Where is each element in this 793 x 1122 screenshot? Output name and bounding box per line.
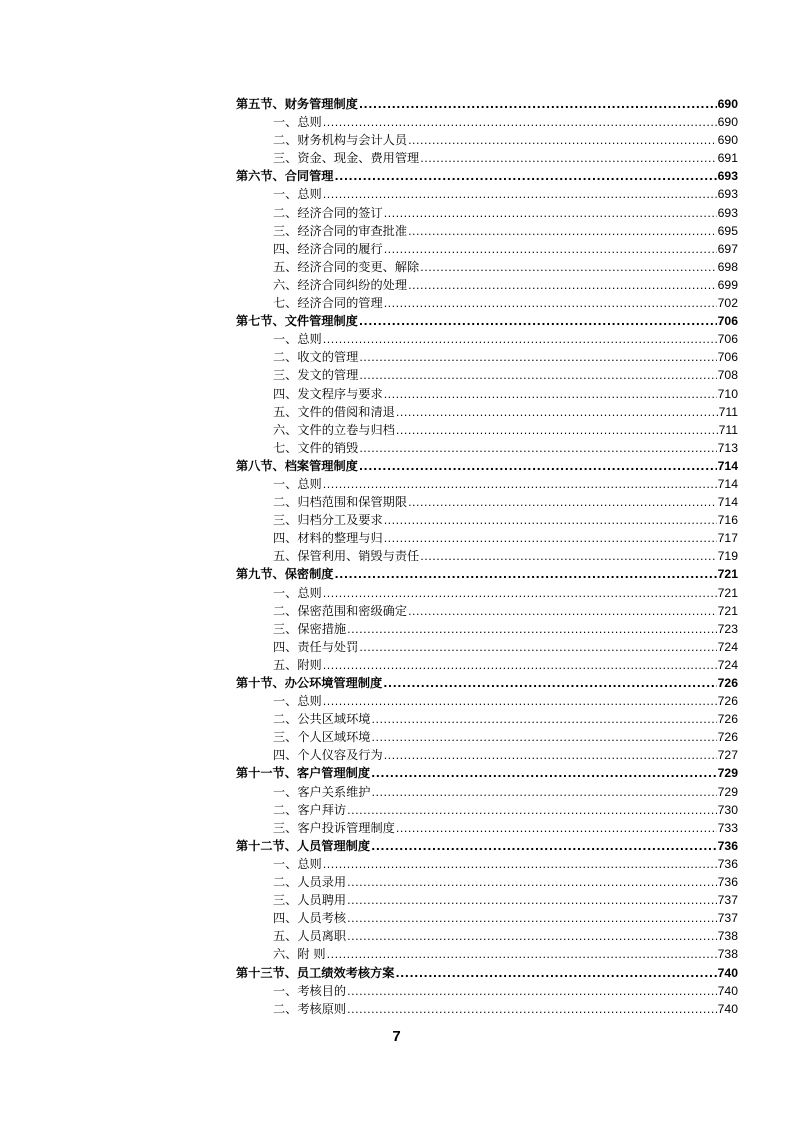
toc-item-entry[interactable] [236, 891, 738, 909]
toc-entry-page: 693 [717, 187, 738, 202]
toc-entry-page: 699 [717, 277, 738, 292]
toc-dot-leader [372, 783, 717, 802]
toc-entry-title: 四、经济合同的履行 [273, 241, 383, 256]
toc-item-entry[interactable] [236, 348, 738, 366]
toc-dot-leader [359, 348, 716, 367]
toc-entry-title: 第五节、财务管理制度 [236, 97, 358, 111]
toc-entry-page: 691 [717, 151, 738, 166]
toc-entry-title: 四、责任与处罚 [273, 639, 359, 654]
toc-dot-leader [408, 493, 717, 512]
toc-entry-title: 二、财务机构与会计人员 [273, 133, 408, 148]
toc-entry-page: 737 [717, 911, 738, 926]
toc-dot-leader [359, 366, 716, 385]
toc-dot-leader [384, 746, 717, 765]
toc-entry-title: 三、保密措施 [273, 621, 347, 636]
toc-dot-leader [384, 385, 717, 404]
toc-dot-leader [420, 149, 716, 168]
toc-entry-title: 一、总则 [273, 585, 322, 600]
toc-item-entry[interactable] [236, 294, 738, 312]
toc-entry-page: 729 [717, 766, 738, 781]
toc-dot-leader [335, 565, 717, 584]
toc-item-entry[interactable] [236, 366, 738, 384]
toc-item-entry[interactable] [236, 710, 738, 728]
toc-entry-title: 三、资金、现金、费用管理 [273, 151, 420, 166]
toc-item-entry[interactable] [236, 547, 738, 565]
toc-entry-page: 726 [717, 730, 738, 745]
toc-entry-title: 六、附 则 [273, 947, 326, 962]
toc-item-entry[interactable] [236, 330, 738, 348]
toc-entry-page: 724 [717, 657, 738, 672]
toc-entry-title: 三、归档分工及要求 [273, 513, 383, 528]
toc-item-entry[interactable] [236, 909, 738, 927]
toc-entry-title: 三、个人区域环境 [273, 730, 371, 745]
toc-section-entry[interactable] [236, 674, 738, 692]
toc-section-entry[interactable] [236, 312, 738, 330]
toc-dot-leader [384, 529, 717, 548]
toc-entry-page: 693 [717, 205, 738, 220]
toc-item-entry[interactable] [236, 258, 738, 276]
toc-entry-page: 698 [717, 259, 738, 274]
toc-dot-leader [408, 602, 717, 621]
toc-entry-page: 714 [717, 495, 738, 510]
toc-item-entry[interactable] [236, 801, 738, 819]
toc-entry-page: 710 [717, 386, 738, 401]
toc-entry-title: 三、客户投诉管理制度 [273, 820, 395, 835]
toc-entry-title: 第九节、保密制度 [236, 567, 334, 582]
toc-section-entry[interactable] [236, 964, 738, 982]
toc-item-entry[interactable] [236, 204, 738, 222]
toc-entry-title: 二、人员录用 [273, 875, 347, 890]
toc-item-entry[interactable] [236, 783, 738, 801]
toc-entry-page: 708 [717, 368, 738, 383]
toc-entry-page: 706 [717, 314, 738, 329]
toc-entry-title: 二、客户拜访 [273, 802, 347, 817]
toc-dot-leader [335, 167, 717, 186]
toc-entry-title: 六、经济合同纠纷的处理 [273, 277, 408, 292]
toc-dot-leader [420, 547, 716, 566]
toc-dot-leader [327, 945, 717, 964]
toc-entry-page: 706 [717, 350, 738, 365]
toc-dot-leader [420, 258, 716, 277]
toc-dot-leader [371, 837, 717, 856]
toc-dot-leader [384, 294, 717, 313]
toc-entry-page: 723 [717, 621, 738, 636]
toc-item-entry[interactable] [236, 185, 738, 203]
toc-item-entry[interactable] [236, 873, 738, 891]
toc-entry-page: 726 [717, 676, 738, 690]
toc-item-entry[interactable] [236, 493, 738, 511]
toc-entry-title: 二、考核原则 [273, 1001, 347, 1016]
toc-entry-title: 一、总则 [273, 332, 322, 347]
toc-item-entry[interactable] [236, 620, 738, 638]
toc-entry-page: 726 [717, 694, 738, 709]
toc-dot-leader [323, 692, 717, 711]
toc-section-entry[interactable] [236, 837, 738, 855]
toc-dot-leader [347, 909, 717, 928]
toc-item-entry[interactable] [236, 421, 738, 439]
table-of-contents [236, 95, 738, 1018]
toc-item-entry[interactable] [236, 1000, 738, 1018]
toc-dot-leader [383, 674, 716, 693]
toc-entry-title: 七、文件的销毁 [273, 440, 359, 455]
toc-entry-title: 三、人员聘用 [273, 893, 347, 908]
toc-item-entry[interactable] [236, 511, 738, 529]
toc-entry-page: 714 [717, 458, 738, 473]
toc-item-entry[interactable] [236, 746, 738, 764]
toc-item-entry[interactable] [236, 475, 738, 493]
toc-dot-leader [359, 638, 716, 657]
toc-entry-page: 690 [717, 115, 738, 130]
toc-entry-page: 711 [718, 404, 738, 419]
toc-dot-leader [323, 185, 717, 204]
toc-entry-title: 四、人员考核 [273, 911, 347, 926]
toc-entry-page: 721 [717, 603, 738, 618]
toc-item-entry[interactable] [236, 855, 738, 873]
toc-dot-leader [384, 240, 717, 259]
toc-entry-page: 695 [717, 223, 738, 238]
toc-dot-leader [384, 511, 717, 530]
toc-item-entry[interactable] [236, 439, 738, 457]
toc-dot-leader [347, 801, 717, 820]
toc-entry-title: 四、个人仪容及行为 [273, 748, 383, 763]
toc-dot-leader [323, 855, 717, 874]
toc-entry-title: 二、收文的管理 [273, 350, 359, 365]
toc-dot-leader [396, 421, 718, 440]
toc-entry-title: 第十二节、人员管理制度 [236, 838, 371, 853]
toc-entry-title: 三、发文的管理 [273, 368, 359, 383]
toc-entry-page: 693 [717, 169, 738, 184]
toc-dot-leader [384, 204, 717, 223]
toc-section-entry[interactable] [236, 95, 738, 113]
toc-entry-title: 一、总则 [273, 476, 322, 491]
toc-entry-title: 五、人员离职 [273, 929, 347, 944]
toc-section-entry[interactable] [236, 565, 738, 583]
toc-dot-leader [323, 113, 717, 132]
toc-entry-title: 一、总则 [273, 187, 322, 202]
toc-dot-leader [359, 457, 717, 476]
toc-item-entry[interactable] [236, 403, 738, 421]
toc-entry-title: 一、总则 [273, 115, 322, 130]
toc-dot-leader [395, 964, 716, 983]
toc-entry-page: 716 [717, 513, 738, 528]
toc-dot-leader [372, 710, 717, 729]
toc-entry-title: 三、经济合同的审查批准 [273, 223, 408, 238]
toc-entry-page: 740 [717, 965, 738, 980]
toc-section-entry[interactable] [236, 457, 738, 475]
toc-item-entry[interactable] [236, 602, 738, 620]
toc-entry-page: 729 [717, 784, 738, 799]
toc-dot-leader [408, 222, 717, 241]
toc-dot-leader [372, 728, 717, 747]
toc-entry-page: 738 [717, 947, 738, 962]
toc-item-entry[interactable] [236, 927, 738, 945]
toc-dot-leader [396, 819, 717, 838]
toc-entry-page: 690 [717, 133, 738, 148]
toc-entry-title: 第七节、文件管理制度 [236, 314, 358, 329]
toc-dot-leader [408, 276, 717, 295]
toc-entry-page: 697 [717, 241, 738, 256]
toc-item-entry[interactable] [236, 149, 738, 167]
toc-dot-leader [347, 891, 717, 910]
toc-item-entry[interactable] [236, 222, 738, 240]
toc-entry-title: 二、公共区域环境 [273, 712, 371, 727]
toc-dot-leader [323, 475, 717, 494]
toc-item-entry[interactable] [236, 945, 738, 963]
toc-entry-title: 四、发文程序与要求 [273, 386, 383, 401]
toc-entry-page: 727 [717, 748, 738, 763]
toc-dot-leader [359, 312, 717, 331]
toc-entry-title: 四、材料的整理与归 [273, 531, 383, 546]
toc-entry-page: 717 [717, 531, 738, 546]
toc-entry-title: 第十节、办公环境管理制度 [236, 676, 383, 690]
toc-dot-leader [347, 873, 717, 892]
toc-dot-leader [323, 330, 717, 349]
toc-item-entry[interactable] [236, 385, 738, 403]
toc-entry-title: 二、归档范围和保管期限 [273, 495, 408, 510]
toc-entry-title: 一、客户关系维护 [273, 784, 371, 799]
toc-entry-page: 711 [718, 422, 738, 437]
toc-entry-page: 736 [717, 838, 738, 853]
toc-entry-page: 690 [717, 97, 738, 111]
toc-entry-page: 702 [717, 296, 738, 311]
toc-entry-page: 740 [717, 983, 738, 998]
toc-item-entry[interactable] [236, 982, 738, 1000]
toc-section-entry[interactable] [236, 167, 738, 185]
toc-entry-page: 713 [717, 440, 738, 455]
toc-item-entry[interactable] [236, 728, 738, 746]
toc-entry-title: 一、考核目的 [273, 983, 347, 998]
toc-entry-page: 719 [717, 549, 738, 564]
toc-dot-leader [347, 927, 717, 946]
toc-entry-title: 七、经济合同的管理 [273, 296, 383, 311]
toc-entry-page: 721 [717, 585, 738, 600]
toc-entry-page: 721 [717, 567, 738, 582]
toc-entry-page: 714 [717, 476, 738, 491]
toc-entry-title: 第十三节、员工绩效考核方案 [236, 965, 395, 980]
toc-dot-leader [347, 982, 717, 1001]
toc-item-entry[interactable] [236, 131, 738, 149]
toc-entry-title: 五、附则 [273, 657, 322, 672]
toc-entry-title: 第十一节、客户管理制度 [236, 766, 371, 781]
toc-item-entry[interactable] [236, 692, 738, 710]
toc-entry-title: 第八节、档案管理制度 [236, 458, 358, 473]
toc-item-entry[interactable] [236, 240, 738, 258]
toc-dot-leader [347, 620, 717, 639]
toc-entry-page: 736 [717, 856, 738, 871]
toc-entry-title: 第六节、合同管理 [236, 169, 334, 184]
toc-item-entry[interactable] [236, 656, 738, 674]
toc-entry-page: 738 [717, 929, 738, 944]
toc-section-entry[interactable] [236, 764, 738, 782]
toc-entry-title: 一、总则 [273, 856, 322, 871]
toc-dot-leader [323, 656, 717, 675]
toc-entry-page: 733 [717, 820, 738, 835]
toc-entry-page: 736 [717, 875, 738, 890]
toc-dot-leader [359, 439, 716, 458]
toc-item-entry[interactable] [236, 584, 738, 602]
toc-entry-title: 一、总则 [273, 694, 322, 709]
toc-entry-page: 706 [717, 332, 738, 347]
toc-item-entry[interactable] [236, 638, 738, 656]
toc-entry-page: 737 [717, 893, 738, 908]
toc-dot-leader [347, 1000, 717, 1019]
toc-entry-title: 二、保密范围和密级确定 [273, 603, 408, 618]
toc-dot-leader [396, 403, 718, 422]
toc-entry-page: 724 [717, 639, 738, 654]
toc-dot-leader [371, 764, 717, 783]
toc-item-entry[interactable] [236, 276, 738, 294]
toc-entry-title: 五、经济合同的变更、解除 [273, 259, 420, 274]
toc-dot-leader [359, 95, 717, 114]
toc-item-entry[interactable] [236, 113, 738, 131]
toc-entry-page: 730 [717, 802, 738, 817]
toc-dot-leader [323, 584, 717, 603]
toc-entry-title: 五、保管利用、销毁与责任 [273, 549, 420, 564]
toc-entry-page: 726 [717, 712, 738, 727]
toc-entry-title: 六、文件的立卷与归档 [273, 422, 395, 437]
page-number: 7 [392, 1028, 401, 1045]
toc-entry-title: 二、经济合同的签订 [273, 205, 383, 220]
toc-item-entry[interactable] [236, 819, 738, 837]
toc-entry-title: 五、文件的借阅和清退 [273, 404, 395, 419]
toc-item-entry[interactable] [236, 529, 738, 547]
toc-entry-page: 740 [717, 1001, 738, 1016]
toc-dot-leader [408, 131, 717, 150]
